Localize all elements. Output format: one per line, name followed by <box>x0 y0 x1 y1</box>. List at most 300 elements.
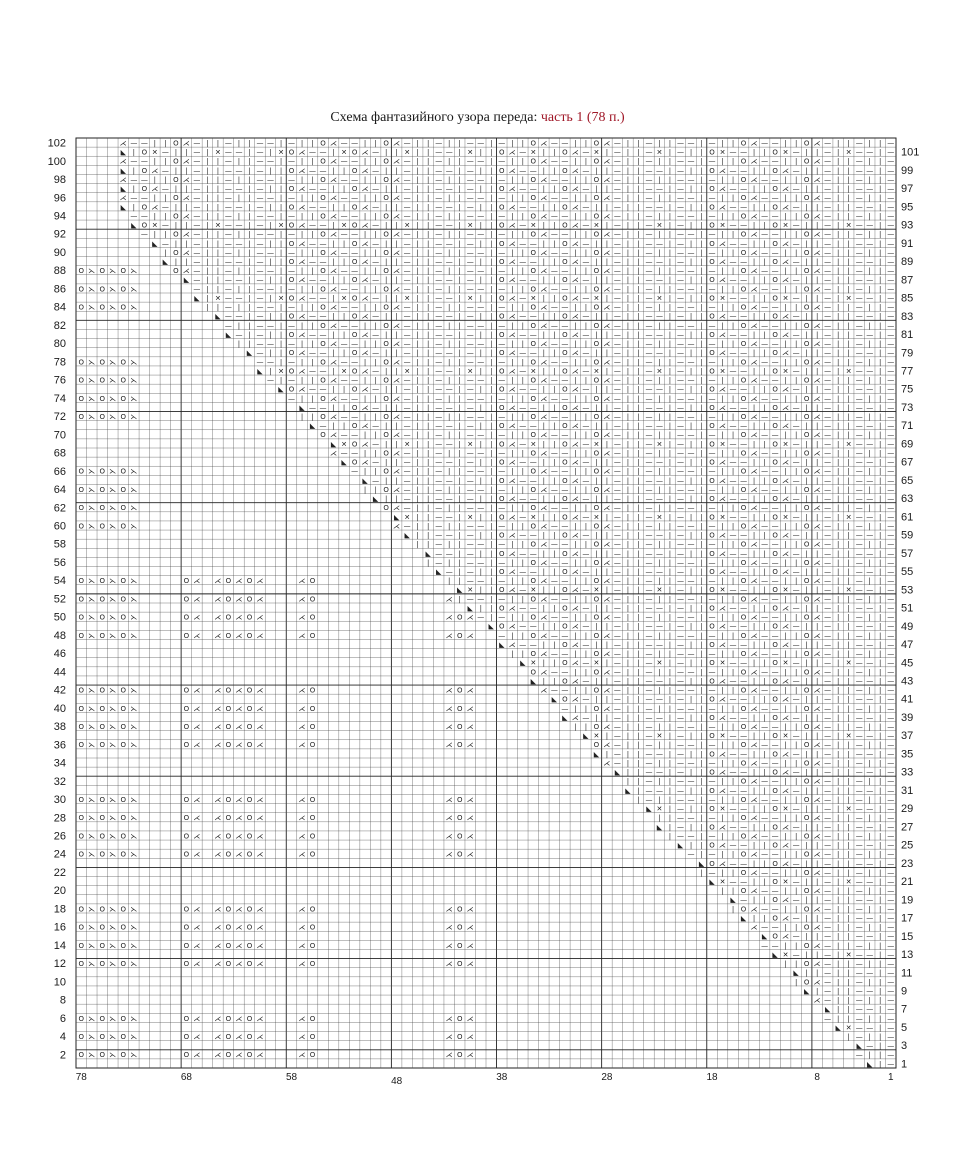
stitch-symbol: | <box>343 185 345 193</box>
stitch-symbol: | <box>595 532 597 540</box>
stitch-symbol: O <box>562 677 568 685</box>
stitch-symbol: | <box>364 340 366 348</box>
stitch-symbol: ⋌ <box>362 185 369 193</box>
stitch-symbol: — <box>320 422 327 430</box>
stitch-symbol: ⋌ <box>299 595 306 603</box>
stitch-symbol: — <box>793 185 800 193</box>
stitch-symbol: ⋌ <box>540 449 547 457</box>
stitch-symbol: — <box>793 623 800 631</box>
stitch-symbol: O <box>531 577 537 585</box>
stitch-symbol: O <box>100 814 106 822</box>
stitch-symbol: | <box>753 860 755 868</box>
stitch-symbol: O <box>772 276 778 284</box>
stitch-symbol: — <box>856 668 863 676</box>
stitch-symbol: O <box>320 340 326 348</box>
stitch-symbol: | <box>848 750 850 758</box>
row-label-left: 8 <box>60 995 66 1007</box>
stitch-symbol: — <box>467 486 474 494</box>
stitch-symbol: O <box>772 367 778 375</box>
stitch-symbol: O <box>594 231 600 239</box>
stitch-symbol: O <box>352 459 358 467</box>
stitch-symbol: O <box>804 395 810 403</box>
stitch-symbol: O <box>142 203 148 211</box>
stitch-symbol: — <box>561 595 568 603</box>
stitch-symbol: | <box>669 194 671 202</box>
stitch-symbol: — <box>467 449 474 457</box>
stitch-symbol: O <box>499 532 505 540</box>
stitch-symbol: — <box>866 222 873 230</box>
stitch-symbol: — <box>551 340 558 348</box>
stitch-symbol: | <box>658 304 660 312</box>
stitch-symbol: — <box>824 860 831 868</box>
row-label-left: 92 <box>54 229 66 241</box>
stitch-symbol: — <box>614 386 621 394</box>
stitch-symbol: | <box>416 395 418 403</box>
stitch-symbol: O <box>100 705 106 713</box>
stitch-symbol: — <box>772 541 779 549</box>
stitch-symbol: — <box>404 377 411 385</box>
stitch-symbol: | <box>416 358 418 366</box>
stitch-symbol: ⋌ <box>362 404 369 412</box>
stitch-symbol: — <box>740 294 747 302</box>
stitch-symbol: — <box>730 568 737 576</box>
stitch-symbol: | <box>669 696 671 704</box>
stitch-symbol: | <box>595 477 597 485</box>
stitch-symbol: | <box>816 714 818 722</box>
stitch-symbol: — <box>435 231 442 239</box>
stitch-symbol: | <box>248 331 250 339</box>
stitch-symbol: — <box>730 550 737 558</box>
stitch-symbol: — <box>730 258 737 266</box>
stitch-symbol: — <box>824 258 831 266</box>
stitch-symbol: — <box>740 586 747 594</box>
stitch-symbol: ✕ <box>783 513 789 521</box>
stitch-symbol: | <box>848 504 850 512</box>
stitch-symbol: | <box>669 796 671 804</box>
stitch-symbol: — <box>677 778 684 786</box>
stitch-symbol: | <box>837 778 839 786</box>
stitch-symbol: | <box>448 139 450 147</box>
stitch-symbol: | <box>637 696 639 704</box>
stitch-symbol: — <box>866 714 873 722</box>
stitch-symbol: | <box>637 459 639 467</box>
row-label-right: 39 <box>901 712 913 724</box>
stitch-symbol: | <box>364 377 366 385</box>
stitch-symbol: | <box>490 249 492 257</box>
stitch-symbol: | <box>848 997 850 1005</box>
stitch-symbol: | <box>480 349 482 357</box>
stitch-symbol: — <box>709 541 716 549</box>
stitch-symbol: | <box>248 267 250 275</box>
stitch-symbol: | <box>700 422 702 430</box>
stitch-symbol: | <box>637 222 639 230</box>
stitch-symbol: — <box>225 304 232 312</box>
stitch-symbol: | <box>721 449 723 457</box>
stitch-symbol: — <box>582 477 589 485</box>
stitch-symbol: — <box>761 212 768 220</box>
stitch-symbol: ⋋ <box>109 632 116 640</box>
stitch-symbol: ⋌ <box>214 960 221 968</box>
stitch-symbol: | <box>669 431 671 439</box>
stitch-symbol: ◣ <box>394 513 400 521</box>
stitch-symbol: | <box>848 933 850 941</box>
stitch-symbol: O <box>772 714 778 722</box>
stitch-symbol: | <box>848 568 850 576</box>
stitch-symbol: ✕ <box>846 732 852 740</box>
stitch-symbol: — <box>887 1015 894 1023</box>
stitch-symbol: O <box>709 404 715 412</box>
stitch-symbol: | <box>869 887 871 895</box>
stitch-symbol: ⋌ <box>540 285 547 293</box>
stitch-symbol: — <box>856 969 863 977</box>
stitch-symbol: — <box>446 477 453 485</box>
stitch-symbol: | <box>459 395 461 403</box>
stitch-symbol: — <box>614 276 621 284</box>
stitch-symbol: | <box>816 805 818 813</box>
stitch-symbol: — <box>551 304 558 312</box>
stitch-symbol: | <box>732 267 734 275</box>
stitch-symbol: | <box>732 687 734 695</box>
stitch-symbol: — <box>446 513 453 521</box>
stitch-symbol: — <box>498 468 505 476</box>
stitch-symbol: — <box>582 513 589 521</box>
stitch-symbol: | <box>427 468 429 476</box>
stitch-symbol: — <box>404 249 411 257</box>
stitch-symbol: | <box>637 194 639 202</box>
stitch-symbol: | <box>690 386 692 394</box>
stitch-symbol: | <box>606 404 608 412</box>
stitch-symbol: ⋌ <box>467 924 474 932</box>
stitch-symbol: — <box>677 650 684 658</box>
stitch-symbol: | <box>816 349 818 357</box>
stitch-symbol: — <box>824 313 831 321</box>
stitch-symbol: ⋌ <box>393 158 400 166</box>
stitch-symbol: ⋌ <box>782 258 789 266</box>
stitch-symbol: — <box>288 395 295 403</box>
stitch-symbol: ⋌ <box>214 796 221 804</box>
stitch-symbol: | <box>837 604 839 612</box>
stitch-symbol: — <box>320 185 327 193</box>
stitch-symbol: | <box>879 413 881 421</box>
stitch-symbol: | <box>848 240 850 248</box>
stitch-symbol: O <box>562 349 568 357</box>
stitch-symbol: ⋌ <box>814 377 821 385</box>
stitch-symbol: — <box>761 851 768 859</box>
stitch-symbol: ⋌ <box>362 222 369 230</box>
stitch-symbol: — <box>761 905 768 913</box>
stitch-symbol: — <box>824 750 831 758</box>
stitch-symbol: | <box>816 440 818 448</box>
stitch-symbol: — <box>193 203 200 211</box>
row-label-right: 23 <box>901 858 913 870</box>
stitch-symbol: ⋌ <box>814 431 821 439</box>
stitch-symbol: O <box>121 814 127 822</box>
stitch-symbol: | <box>753 586 755 594</box>
stitch-symbol: | <box>700 194 702 202</box>
stitch-symbol: | <box>700 212 702 220</box>
stitch-symbol: O <box>741 449 747 457</box>
stitch-symbol: — <box>530 203 537 211</box>
stitch-symbol: | <box>606 203 608 211</box>
stitch-symbol: — <box>561 705 568 713</box>
stitch-symbol: | <box>427 139 429 147</box>
stitch-symbol: ⋌ <box>814 796 821 804</box>
stitch-symbol: ⋌ <box>782 677 789 685</box>
stitch-symbol: — <box>856 960 863 968</box>
stitch-symbol: | <box>879 149 881 157</box>
stitch-symbol: | <box>248 194 250 202</box>
stitch-symbol: | <box>459 258 461 266</box>
stitch-symbol: | <box>669 687 671 695</box>
stitch-symbol: — <box>856 212 863 220</box>
column-label: 18 <box>706 1072 718 1083</box>
stitch-symbol: ⋌ <box>719 860 726 868</box>
stitch-symbol: — <box>477 249 484 257</box>
stitch-symbol: | <box>385 240 387 248</box>
stitch-symbol: ⋌ <box>751 158 758 166</box>
stitch-symbol: — <box>656 568 663 576</box>
stitch-symbol: | <box>700 705 702 713</box>
stitch-symbol: | <box>879 595 881 603</box>
row-label-left: 68 <box>54 448 66 460</box>
stitch-symbol: ⋌ <box>193 796 200 804</box>
stitch-symbol: — <box>856 358 863 366</box>
stitch-symbol: — <box>446 258 453 266</box>
stitch-symbol: | <box>669 468 671 476</box>
stitch-symbol: | <box>869 851 871 859</box>
stitch-symbol: | <box>511 194 513 202</box>
stitch-symbol: | <box>816 203 818 211</box>
stitch-symbol: O <box>310 942 316 950</box>
stitch-symbol: ⋌ <box>256 905 263 913</box>
stitch-symbol: — <box>225 203 232 211</box>
stitch-symbol: — <box>477 158 484 166</box>
stitch-symbol: | <box>879 659 881 667</box>
stitch-symbol: | <box>732 741 734 749</box>
stitch-symbol: ⋌ <box>603 340 610 348</box>
stitch-symbol: | <box>721 778 723 786</box>
stitch-symbol: | <box>848 914 850 922</box>
stitch-symbol: | <box>574 158 576 166</box>
stitch-symbol: | <box>553 623 555 631</box>
stitch-symbol: O <box>78 1033 84 1041</box>
stitch-symbol: — <box>477 449 484 457</box>
stitch-symbol: | <box>700 477 702 485</box>
stitch-symbol: — <box>856 167 863 175</box>
stitch-symbol: | <box>879 687 881 695</box>
stitch-symbol: O <box>709 331 715 339</box>
stitch-symbol: — <box>824 614 831 622</box>
stitch-symbol: ⋌ <box>393 486 400 494</box>
stitch-symbol: — <box>561 668 568 676</box>
stitch-symbol: — <box>887 796 894 804</box>
stitch-symbol: — <box>551 595 558 603</box>
stitch-symbol: | <box>848 322 850 330</box>
stitch-symbol: ⋌ <box>751 723 758 731</box>
stitch-symbol: O <box>121 741 127 749</box>
stitch-symbol: | <box>879 814 881 822</box>
stitch-symbol: — <box>709 267 716 275</box>
stitch-symbol: | <box>848 677 850 685</box>
stitch-symbol: ⋋ <box>109 851 116 859</box>
stitch-symbol: | <box>427 304 429 312</box>
stitch-symbol: — <box>446 459 453 467</box>
stitch-symbol: ⋌ <box>299 294 306 302</box>
stitch-symbol: | <box>721 668 723 676</box>
stitch-symbol: — <box>435 440 442 448</box>
stitch-symbol: — <box>866 586 873 594</box>
stitch-symbol: | <box>332 222 334 230</box>
stitch-symbol: — <box>772 632 779 640</box>
stitch-symbol: | <box>837 358 839 366</box>
stitch-symbol: | <box>753 294 755 302</box>
stitch-symbol: — <box>887 322 894 330</box>
stitch-symbol: O <box>457 960 463 968</box>
stitch-symbol: | <box>637 641 639 649</box>
stitch-symbol: — <box>498 249 505 257</box>
stitch-symbol: — <box>772 139 779 147</box>
stitch-symbol: | <box>416 231 418 239</box>
stitch-symbol: | <box>374 285 376 293</box>
stitch-symbol: ⋌ <box>509 294 516 302</box>
stitch-symbol: O <box>100 1033 106 1041</box>
stitch-symbol: ⋌ <box>214 577 221 585</box>
stitch-symbol: — <box>856 778 863 786</box>
stitch-symbol: ⋌ <box>214 595 221 603</box>
stitch-symbol: ✕ <box>846 878 852 886</box>
stitch-symbol: ⋌ <box>330 322 337 330</box>
stitch-symbol: | <box>700 149 702 157</box>
stitch-symbol: | <box>311 194 313 202</box>
stitch-symbol: | <box>206 267 208 275</box>
stitch-symbol: — <box>351 468 358 476</box>
stitch-symbol: | <box>805 732 807 740</box>
stitch-symbol: | <box>669 231 671 239</box>
stitch-symbol: | <box>585 431 587 439</box>
stitch-symbol: O <box>383 231 389 239</box>
stitch-symbol: | <box>869 1051 871 1059</box>
stitch-symbol: O <box>121 285 127 293</box>
stitch-symbol: | <box>637 267 639 275</box>
stitch-symbol: — <box>866 769 873 777</box>
stitch-symbol: O <box>247 814 253 822</box>
stitch-symbol: ⋌ <box>193 814 200 822</box>
stitch-symbol: — <box>730 604 737 612</box>
stitch-symbol: | <box>248 276 250 284</box>
stitch-symbol: | <box>700 750 702 758</box>
row-label-left: 30 <box>54 794 66 806</box>
row-label-right: 19 <box>901 894 913 906</box>
stitch-symbol: | <box>700 504 702 512</box>
stitch-symbol: — <box>677 358 684 366</box>
stitch-symbol: | <box>332 203 334 211</box>
stitch-symbol: — <box>267 304 274 312</box>
stitch-symbol: | <box>805 714 807 722</box>
stitch-symbol: — <box>656 714 663 722</box>
stitch-symbol: | <box>627 677 629 685</box>
stitch-symbol: — <box>561 139 568 147</box>
stitch-symbol: — <box>887 550 894 558</box>
stitch-symbol: | <box>627 231 629 239</box>
stitch-symbol: — <box>477 486 484 494</box>
stitch-symbol: | <box>816 987 818 995</box>
stitch-symbol: | <box>185 222 187 230</box>
stitch-symbol: | <box>805 696 807 704</box>
stitch-symbol: — <box>435 240 442 248</box>
stitch-symbol: | <box>816 167 818 175</box>
stitch-symbol: | <box>511 231 513 239</box>
stitch-symbol: | <box>763 331 765 339</box>
stitch-symbol: | <box>637 559 639 567</box>
stitch-symbol: | <box>248 340 250 348</box>
stitch-symbol: O <box>594 541 600 549</box>
stitch-symbol: O <box>289 167 295 175</box>
stitch-symbol: | <box>206 240 208 248</box>
row-label-right: 89 <box>901 256 913 268</box>
stitch-symbol: | <box>837 240 839 248</box>
stitch-symbol: | <box>669 586 671 594</box>
stitch-symbol: ⋌ <box>256 942 263 950</box>
stitch-symbol: | <box>784 249 786 257</box>
stitch-symbol: — <box>404 304 411 312</box>
stitch-symbol: — <box>709 595 716 603</box>
stitch-symbol: | <box>837 851 839 859</box>
stitch-symbol: — <box>435 139 442 147</box>
stitch-symbol: O <box>562 459 568 467</box>
stitch-symbol: — <box>435 149 442 157</box>
stitch-symbol: — <box>824 769 831 777</box>
stitch-symbol: | <box>490 176 492 184</box>
stitch-symbol: | <box>574 358 576 366</box>
stitch-symbol: — <box>225 222 232 230</box>
stitch-symbol: ⋌ <box>782 422 789 430</box>
stitch-symbol: — <box>730 586 737 594</box>
stitch-symbol: O <box>121 832 127 840</box>
stitch-symbol: ⋌ <box>446 705 453 713</box>
stitch-symbol: — <box>824 914 831 922</box>
stitch-symbol: ⋌ <box>330 194 337 202</box>
stitch-symbol: — <box>582 203 589 211</box>
stitch-symbol: ⋌ <box>214 723 221 731</box>
stitch-symbol: | <box>879 340 881 348</box>
stitch-symbol: ⋌ <box>540 687 547 695</box>
stitch-symbol: — <box>677 477 684 485</box>
stitch-symbol: | <box>721 632 723 640</box>
stitch-symbol: — <box>446 313 453 321</box>
stitch-symbol: — <box>793 860 800 868</box>
stitch-symbol: ✕ <box>720 878 726 886</box>
stitch-symbol: ⋌ <box>719 714 726 722</box>
stitch-symbol: | <box>763 367 765 375</box>
stitch-symbol: O <box>184 577 190 585</box>
stitch-symbol: — <box>582 714 589 722</box>
stitch-symbol: O <box>562 386 568 394</box>
stitch-symbol: | <box>837 222 839 230</box>
stitch-symbol: | <box>480 185 482 193</box>
stitch-symbol: — <box>435 258 442 266</box>
stitch-symbol: | <box>753 714 755 722</box>
stitch-symbol: | <box>869 632 871 640</box>
stitch-symbol: — <box>866 677 873 685</box>
stitch-symbol: | <box>637 504 639 512</box>
stitch-symbol: ⋋ <box>130 395 137 403</box>
stitch-symbol: — <box>709 486 716 494</box>
stitch-symbol: | <box>574 267 576 275</box>
stitch-symbol: — <box>498 431 505 439</box>
stitch-symbol: ✕ <box>278 294 284 302</box>
stitch-symbol: — <box>709 377 716 385</box>
stitch-symbol: ⋌ <box>446 814 453 822</box>
